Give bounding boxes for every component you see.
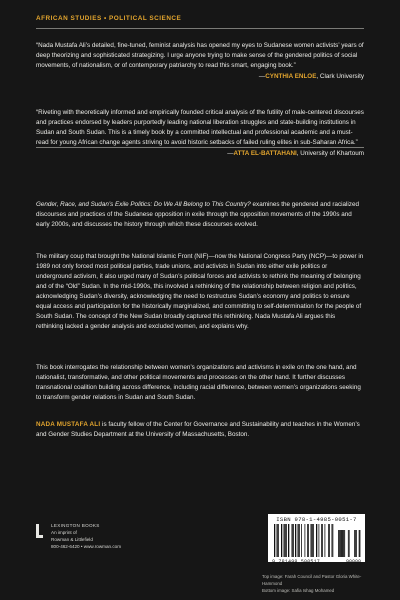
barcode-icon [272,524,361,565]
photo-credit-bottom: Bottom image: Safia Ishag Mohamed [262,588,335,593]
price-barcode-bar [360,530,361,557]
photo-credits [262,573,364,594]
barcode-bar [313,524,314,557]
barcode-bar [285,524,286,557]
price-barcode-bar [355,530,356,557]
publisher-contact: 800-462-6420 • www.rowman.com [51,544,122,549]
price-barcode-bar [343,530,344,557]
barcode-bar [281,524,282,557]
endorsement-2-affiliation: , University of Khartoum [296,150,364,157]
barcode-bar [308,524,309,557]
price-barcode-bar [342,530,343,557]
endorsement-1-name: CYNTHIA ENLOE [265,73,317,80]
publisher-imprint-line: An imprint of [51,530,77,535]
price-barcode-bar [359,530,360,557]
price-barcode-bar [339,530,340,557]
barcode-bar [333,524,334,557]
barcode-bar [286,524,287,557]
barcode-graphic [272,524,361,558]
endorsement-2 [36,108,364,159]
description-paragraph-2: The military coup that brought the National Islamic Front (NIF)—now the National Congress Party (NCP)—to power in 1989 not only forced most political parties, trade unions, and activists in Sudan into either exile politics or underground activism, it also urged many of Sudan’s political forces and activists to rethink the meaning of belonging and of the “Old” Sudan. In the mid-1990s, this involved a rethinking of the relationship between religion and politics, acknowledging Sudan’s diversity, acknowledging the need to restructure Sudan’s economy and politics to ensure equal access and participation for the historically marginalized, and committing to self-determination for the people of South Sudan. The concept of the New Sudan broadly captured this rethinking. Nada Mustafa Ali argues this rethinking lacked a gender analysis and excluded women, and explains why. [36,253,364,330]
barcode-box [268,514,365,565]
price-barcode-bar [341,530,342,557]
barcode-bar [328,524,329,557]
barcode-bar [274,524,275,557]
barcode-bar [329,524,330,557]
price-barcode-bar [340,530,341,557]
footer [0,508,400,600]
endorsement-2-attribution [36,149,364,159]
endorsement-1 [36,41,364,82]
publisher-parent: Rowman & Littlefield [51,537,93,542]
barcode-bar [321,524,322,557]
barcode-bar [293,524,294,557]
barcode-bar [322,524,323,557]
barcode-bar [277,524,278,557]
divider-top [36,28,364,29]
divider-middle [36,147,364,148]
endorsement-2-name: ATTA EL-BATTAHANI [233,150,297,157]
publisher-block [51,522,121,550]
publisher-logo-icon [36,524,43,538]
barcode-bar [299,524,300,557]
subject-kicker: AFRICAN STUDIES • POLITICAL SCIENCE [36,15,182,22]
description-paragraph-1-text: examines the gendered and racialized discourses and practices of the Sudanese opposition in exile through the opposition movements of the 1990s and early 2000s, and discusses the history through which these discourses evolved. [36,201,359,228]
author-bio [36,420,364,440]
barcode-bar [325,524,326,557]
price-barcode-bar [338,530,339,557]
barcode-bar [316,524,317,557]
barcode-bar [292,524,293,557]
author-name: NADA MUSTAFA ALI [36,421,101,428]
book-title: Gender, Race, and Sudan’s Exile Politics: Do We All Belong to This Country? [36,201,251,208]
description-paragraph-1 [36,200,364,230]
description-paragraph-3: This book interrogates the relationship between women’s organizations and activisms in exile on the one hand, and nationalist, transformative, and other political movements and processes on the other hand. It further discusses transnational coalition building across difference, including racial difference, between women’s organizations seeking to transform gender relations in Sudan and South Sudan. [36,364,361,401]
barcode-bar [295,524,296,557]
barcode-bar [301,524,302,557]
price-digits: 90000 [345,559,361,565]
author-bio-text: is faculty fellow of the Center for Governance and Sustainability and teaches in the Women’s and Gender Studies Department at the University of Massachusetts, Boston. [36,421,360,438]
barcode-bar [288,524,289,557]
price-barcode-bar [348,530,349,557]
barcode-bar [319,524,320,557]
price-barcode-bar [354,530,355,557]
barcode-bar [312,524,313,557]
barcode-bar [284,524,285,557]
endorsement-1-attribution [36,72,364,82]
price-barcode-bar [343,530,344,557]
publisher-name: LEXINGTON BOOKS [51,523,100,528]
barcode-bar [332,524,333,557]
price-barcode-bar [356,530,357,557]
endorsement-1-affiliation: , Clark University [316,73,364,80]
isbn-label: ISBN 978-1-4985-0051-7 [276,516,357,523]
barcode-bar [298,524,299,557]
barcode-bar [311,524,312,557]
barcode-bar [305,524,306,557]
price-barcode-bar [344,530,345,557]
endorsement-1-dash: — [258,73,266,80]
barcode-bar [278,524,279,557]
photo-credit-top: Top image: Farah Council and Pastor Gloria White-Hammond [262,574,362,586]
endorsement-2-dash: — [227,150,234,157]
ean-digits: 9 781498 500517 [272,559,321,565]
price-barcode-bar [349,530,350,557]
barcode-bar [307,524,308,557]
endorsement-1-quote: “Nada Mustafa Ali’s detailed, fine-tuned, feminist analysis has opened my eyes to Sudanese women activists’ years of deep theorizing and sophisticated strategizing. I urge anyone trying to make sense of the gendered politics of social movements, of nationalism, or of contemporary patriarchy to read this smart, engaging book.” [36,42,364,69]
endorsement-2-quote: “Riveting with theoretically informed and empirically founded critical analysis of the futility of male-centered discourses and practices endorsed by leaders purportedly leading national liberation struggles and state-building institutions in Sudan and South Sudan. This is a timely book by a committed intellectual and professional academic and a must-read for young African change agents striving to avoid historic setbacks of failed ruling elites in sub-Saharan Africa.” [36,109,364,146]
